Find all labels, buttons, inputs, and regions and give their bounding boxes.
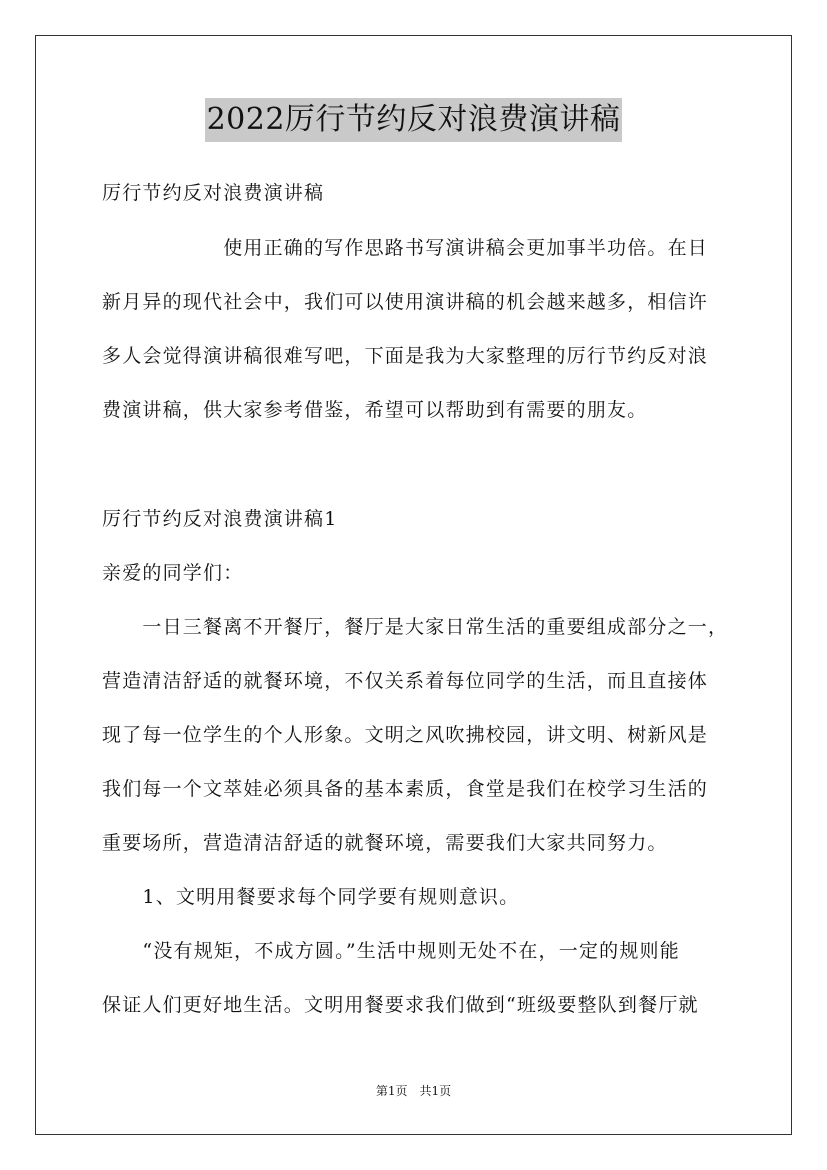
paragraph-line: 新月异的现代社会中，我们可以使用演讲稿的机会越来越多，相信许 (102, 291, 709, 313)
paragraph-line: “没有规矩，不成方圆。”生活中规则无处不在，一定的规则能 (102, 940, 680, 962)
intro-heading: 厉行节约反对浪费演讲稿 (102, 182, 325, 204)
paragraph-line: 使用正确的写作思路书写演讲稿会更加事半功倍。在日 (102, 237, 709, 259)
paragraph-line: 保证人们更好地生活。文明用餐要求我们做到“班级要整队到餐厅就 (102, 994, 699, 1016)
paragraph-line: 费演讲稿，供大家参考借鉴，希望可以帮助到有需要的朋友。 (102, 399, 648, 421)
paragraph-line: 营造清洁舒适的就餐环境，不仅关系着每位同学的生活，而且直接体 (102, 670, 709, 692)
section-heading: 厉行节约反对浪费演讲稿1 (102, 508, 338, 530)
page-footer: 第1页 共1页 (375, 1084, 452, 1098)
paragraph-line: 多人会觉得演讲稿很难写吧，下面是我为大家整理的厉行节约反对浪 (102, 345, 709, 367)
paragraph-line: 一日三餐离不开餐厅，餐厅是大家日常生活的重要组成部分之一， (102, 616, 729, 638)
paragraph-line: 我们每一个文萃娃必须具备的基本素质，食堂是我们在校学习生活的 (102, 778, 709, 800)
document-title: 2022厉行节约反对浪费演讲稿 (205, 98, 623, 142)
paragraph-line: 现了每一位学生的个人形象。文明之风吹拂校园，讲文明、树新风是 (102, 724, 709, 746)
title-container (0, 98, 827, 142)
salutation: 亲爱的同学们： (102, 562, 244, 584)
list-item: 1、文明用餐要求每个同学要有规则意识。 (102, 886, 520, 908)
paragraph-line: 重要场所，营造清洁舒适的就餐环境，需要我们大家共同努力。 (102, 832, 668, 854)
